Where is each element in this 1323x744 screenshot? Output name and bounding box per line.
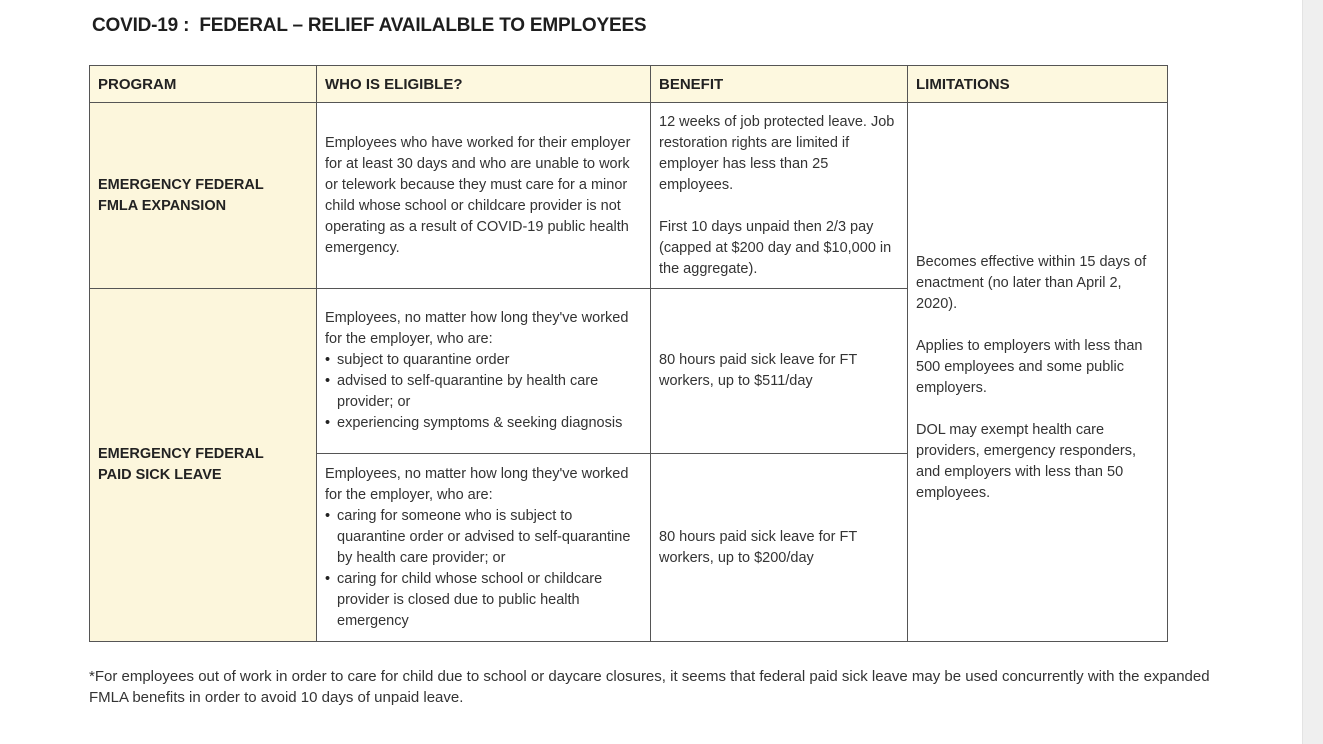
list-item: • caring for child whose school or childcare provider is closed due to public health emergency [325, 569, 642, 632]
header-benefit: BENEFIT [651, 66, 908, 103]
table-row-fmla [90, 103, 1168, 289]
eligible-fmla: Employees who have worked for their employer for at least 30 days and who are unable to work or telework because they must care for a minor child whose school or childcare provider is not operating as a result of COVID-19 public health emergency. [317, 103, 651, 289]
header-eligible: WHO IS ELIGIBLE? [317, 66, 651, 103]
program-paid-sick [90, 289, 317, 642]
eligible-psl2-intro: Employees, no matter how long they've worked for the employer, who are: [325, 465, 629, 503]
header-limitations: LIMITATIONS [908, 66, 1168, 103]
benefit-fmla [651, 103, 908, 289]
eligible-paid-sick-2 [317, 454, 651, 642]
benefit-fmla-p1: 12 weeks of job protected leave. Job restoration rights are limited if employer has less than 25 employees. [659, 113, 895, 193]
footnote: *For employees out of work in order to care for child due to school or daycare closures, it seems that federal paid sick leave may be used concurrently with the expanded FMLA benefits in order to avoid 10 days of unpaid leave. [89, 668, 1210, 706]
benefit-paid-sick-2: 80 hours paid sick leave for FT workers, up to $200/day [651, 454, 908, 642]
limitations-p3: DOL may exempt health care providers, emergency responders, and employers with less than 50 employees. [916, 422, 1137, 501]
relief-table [89, 65, 1168, 642]
program-fmla-line1: EMERGENCY FEDERAL [98, 176, 264, 193]
table-header-row [90, 66, 1168, 103]
header-program: PROGRAM [90, 66, 317, 103]
limitations-cell [908, 103, 1168, 642]
benefit-fmla-p2: First 10 days unpaid then 2/3 pay (capped at $200 day and $10,000 in the aggregate). [659, 218, 892, 277]
list-item: • subject to quarantine order [325, 350, 642, 371]
program-fmla [90, 103, 317, 289]
program-psl-line2: PAID SICK LEAVE [98, 467, 222, 483]
list-item: • caring for someone who is subject to quarantine order or advised to self-quarantine by health care provider; or [325, 506, 642, 569]
list-item: • advised to self-quarantine by health care provider; or [325, 371, 642, 413]
list-item: • experiencing symptoms & seeking diagnosis [325, 413, 642, 434]
limitations-p1: Becomes effective within 15 days of enactment (no later than April 2, 2020). [916, 254, 1147, 312]
eligible-paid-sick-1 [317, 289, 651, 454]
eligible-psl1-intro: Employees, no matter how long they've worked for the employer, who are: [325, 310, 629, 347]
viewer-gutter [1302, 0, 1323, 744]
limitations-p2: Applies to employers with less than 500 employees and some public employers. [916, 338, 1143, 396]
benefit-paid-sick-1: 80 hours paid sick leave for FT workers, up to $511/day [651, 289, 908, 454]
program-psl-line1: EMERGENCY FEDERAL [98, 446, 264, 462]
eligible-psl2-list [325, 506, 642, 632]
document-title: COVID-19 : FEDERAL – RELIEF AVAILALBLE TO EMPLOYEES [92, 15, 647, 36]
eligible-psl1-list [325, 350, 642, 434]
program-fmla-line2: FMLA EXPANSION [98, 197, 227, 214]
